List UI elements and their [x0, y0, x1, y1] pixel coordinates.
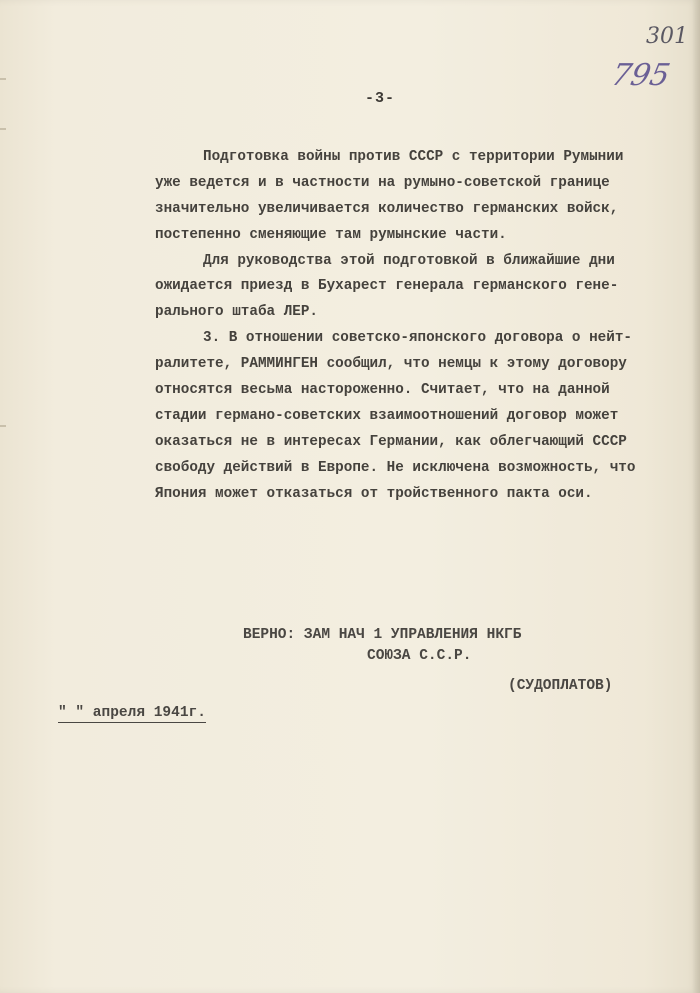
signature-title: ВЕРНО: ЗАМ НАЧ 1 УПРАВЛЕНИЯ НКГБ — [243, 627, 522, 643]
text-line: относятся весьма настороженно. Считает, что на данной — [155, 382, 610, 399]
signatory-name: (СУДОПЛАТОВ) — [508, 678, 613, 694]
text-line: 3. В отношении советско-японского договора о нейт- — [203, 330, 632, 347]
margin-mark — [0, 128, 6, 130]
text-line: рального штаба ЛЕР. — [155, 304, 319, 321]
signature-org: СОЮЗА С.С.Р. — [367, 648, 472, 664]
archive-number-handwritten: 301 — [646, 24, 688, 49]
document-date: " " апреля 1941г. — [58, 705, 206, 721]
text-line: постепенно сменяющие там румынские части. — [155, 226, 507, 243]
archive-number-stamp: 795 — [608, 58, 673, 93]
signature-block — [243, 625, 521, 667]
text-line: уже ведется и в частности на румыно-советской границе — [155, 174, 610, 191]
text-line: значительно увеличивается количество германских войск, — [155, 200, 619, 217]
text-line: Для руководства этой подготовкой в ближайшие дни — [203, 252, 615, 269]
margin-mark — [0, 78, 6, 80]
page-marker: -3- — [365, 90, 396, 107]
text-line: стадии германо-советских взаимоотношений договор может — [155, 407, 619, 424]
page-edge-shadow — [692, 0, 700, 993]
text-line: оказаться не в интересах Германии, как облегчающий СССР — [155, 433, 627, 450]
text-line: Подготовка войны против СССР с территории Румынии — [203, 149, 624, 165]
margin-mark — [0, 425, 6, 427]
text-line: свободу действий в Европе. Не исключена возможность, что — [155, 459, 636, 476]
document-body — [155, 145, 680, 507]
text-line: ралитете, РАММИНГЕН сообщил, что немцы к этому договору — [155, 356, 627, 373]
text-line: Япония может отказаться от тройственного пакта оси. — [155, 485, 593, 502]
text-line: ожидается приезд в Бухарест генерала германского гене- — [155, 278, 619, 295]
